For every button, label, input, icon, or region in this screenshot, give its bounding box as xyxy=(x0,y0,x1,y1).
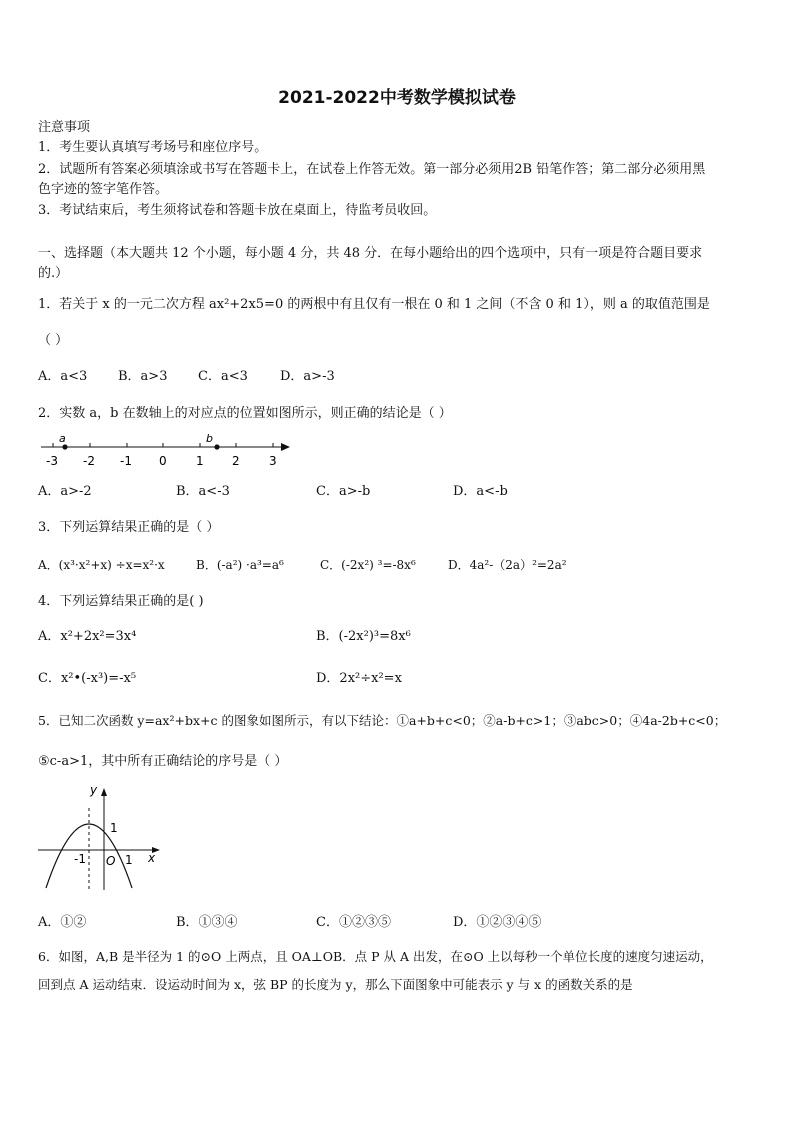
tick-marks xyxy=(53,443,273,447)
notice-item-2-cont: 色字迹的签字笔作答。 xyxy=(38,182,169,197)
origin-label: O xyxy=(106,854,116,868)
section-heading: 一、选择题（本大题共 12 个小题，每小题 4 分，共 48 分．在每小题给出的四个选项中，只有一项是符合题目要求 xyxy=(38,246,703,261)
q2-option-d[interactable]: D．a<-b xyxy=(453,484,508,499)
q4-option-a[interactable]: A．x²+2x²=3x⁴ xyxy=(38,629,137,644)
question-1-paren: （ ） xyxy=(38,333,69,348)
q5-option-a[interactable]: A．①② xyxy=(38,915,87,930)
q2-option-b[interactable]: B．a<-3 xyxy=(176,484,230,499)
number-line-arrow xyxy=(281,443,290,451)
tick-label-2: 2 xyxy=(232,454,240,468)
q3-option-d[interactable]: D．4a²-（2a）²=2a² xyxy=(448,558,567,572)
question-2-stem: 2．实数 a，b 在数轴上的对应点的位置如图所示，则正确的结论是（ ） xyxy=(38,406,452,421)
q2-option-a[interactable]: A．a>-2 xyxy=(38,484,92,499)
notice-heading: 注意事项 xyxy=(38,120,91,135)
point-b-label: b xyxy=(206,432,213,445)
q1-option-a[interactable]: A．a<3 xyxy=(38,369,88,384)
number-line-figure xyxy=(38,428,298,468)
neg-one-label: -1 xyxy=(74,852,86,866)
point-b-dot xyxy=(214,444,219,449)
tick-label-1: 1 xyxy=(196,454,204,468)
q3-option-b[interactable]: B．(-a²) ·a³=a⁶ xyxy=(196,558,284,572)
tick-label-3: 3 xyxy=(269,454,277,468)
tick-label-neg2: -2 xyxy=(83,454,95,468)
question-5-stem-cont: ⑤c-a>1，其中所有正确结论的序号是（ ） xyxy=(38,754,288,769)
question-4-stem: 4．下列运算结果正确的是( ) xyxy=(38,594,204,609)
notice-item-3: 3．考试结束后，考生须将试卷和答题卡放在桌面上，待监考员收回。 xyxy=(38,203,437,218)
q5-option-b[interactable]: B．①③④ xyxy=(176,915,238,930)
tick-label-0: 0 xyxy=(159,454,167,468)
y-axis-arrow xyxy=(101,788,107,796)
q1-option-c[interactable]: C．a<3 xyxy=(198,369,248,384)
question-1-stem: 1．若关于 x 的一元二次方程 ax²+2x5=0 的两根中有且仅有一根在 0 和 1 之间（不含 0 和 1），则 a 的取值范围是 xyxy=(38,297,710,312)
parabola-graph-figure xyxy=(36,780,166,895)
page-title: 2021-2022中考数学模拟试卷 xyxy=(278,88,516,108)
q5-option-d[interactable]: D．①②③④⑤ xyxy=(453,915,542,930)
x-one-label: 1 xyxy=(125,853,133,867)
q1-option-b[interactable]: B．a>3 xyxy=(118,369,168,384)
q1-option-d[interactable]: D．a>-3 xyxy=(280,369,335,384)
question-6-stem-cont: 回到点 A 运动结束．设运动时间为 x，弦 BP 的长度为 y，那么下面图象中可能表示 y 与 x 的函数关系的是 xyxy=(38,977,633,992)
point-a-label: a xyxy=(59,432,66,445)
notice-item-2: 2．试题所有答案必须填涂或书写在答题卡上，在试卷上作答无效。第一部分必须用2B 铅笔作答；第二部分必须用黑 xyxy=(38,162,706,177)
x-axis-label: x xyxy=(148,851,156,865)
q3-option-c[interactable]: C．(-2x²) ³=-8x⁶ xyxy=(320,558,416,572)
y-axis-label: y xyxy=(90,783,98,797)
q4-option-c[interactable]: C．x²•(-x³)=-x⁵ xyxy=(38,671,137,686)
point-a-dot xyxy=(62,444,67,449)
q2-option-c[interactable]: C．a>-b xyxy=(316,484,371,499)
question-5-stem: 5．已知二次函数 y=ax²+bx+c 的图象如图所示，有以下结论：①a+b+c<0；②a-b+c>1；③abc>0；④4a-2b+c<0； xyxy=(38,713,727,728)
q4-option-d[interactable]: D．2x²÷x²=x xyxy=(316,671,402,686)
question-3-stem: 3．下列运算结果正确的是（ ） xyxy=(38,520,220,535)
q5-option-c[interactable]: C．①②③⑤ xyxy=(316,915,391,930)
question-6-stem: 6．如图，A,B 是半径为 1 的⊙O 上两点，且 OA⊥OB．点 P 从 A 出发，在⊙O 上以每秒一个单位长度的速度匀速运动， xyxy=(38,949,713,964)
section-heading-cont: 的.） xyxy=(38,266,69,281)
q4-option-b[interactable]: B．(-2x²)³=8x⁶ xyxy=(316,629,411,644)
notice-item-1: 1．考生要认真填写考场号和座位序号。 xyxy=(38,140,268,155)
y-intercept-label: 1 xyxy=(110,821,118,835)
q3-option-a[interactable]: A．(x³·x²+x) ÷x=x²·x xyxy=(38,558,165,572)
tick-label-neg3: -3 xyxy=(46,454,58,468)
tick-label-neg1: -1 xyxy=(120,454,132,468)
